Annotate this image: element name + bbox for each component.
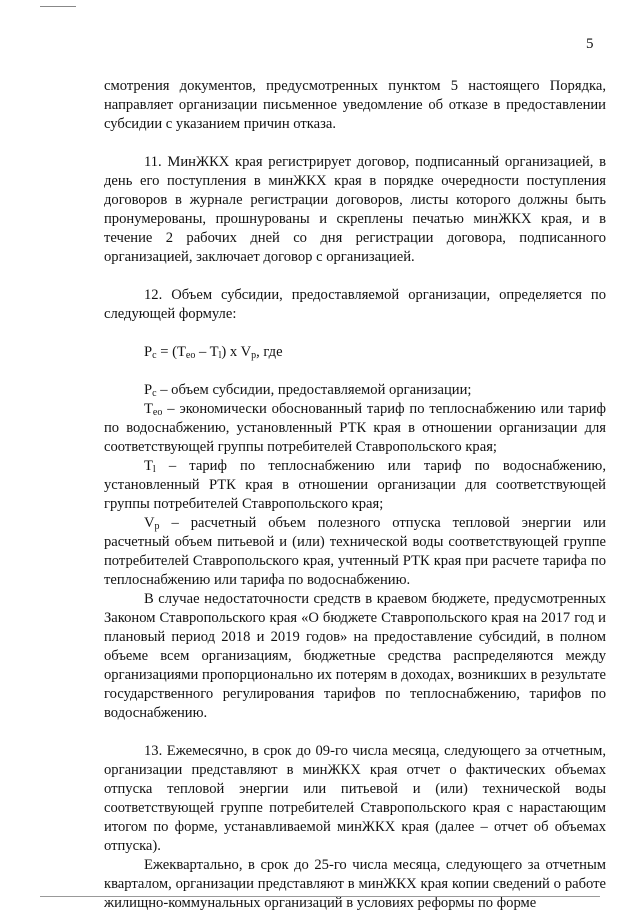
paragraph-continuation: смотрения документов, предусмотренных пунктом 5 настоящего Порядка, направляет организации письменное уведомление об отказе в предоставлении субсидии с указанием причин отказа. [104,78,606,132]
definition-pc: $P_c$ – объем субсидии, предоставляемой организации; [144,382,472,399]
paragraph-12: 12. Объем субсидии, предоставляемой организации, определяется по следующей формуле: [104,287,606,322]
formula: $P_c = (T_{eo} - T_l)$ x $V_p$, где [144,344,283,361]
definition-vp: $V_p$ – расчетный объем полезного отпуска тепловой энергии или расчетный объем питьевой и (или) технической воды соответствующей группе потребителей Ставропольского края, учтенный РТК края при расчете тарифа по теплоснабжению или тарифа по водоснабжению. [104,515,606,588]
bottom-edge-line [40,896,600,897]
page-number: 5 [586,36,594,52]
paragraph-13: 13. Ежемесячно, в срок до 09-го числа месяца, следующего за отчетным, организации представляют в минЖКХ края отчет о фактических объемах отпуска тепловой энергии или питьевой и (или) технической воды соответствующей группе потребителей Ставропольского края с нарастающим итогом по форме, устанавливаемой минЖКХ края (далее – отчет об объемах отпуска). [104,743,606,854]
paragraph-12-budget: В случае недостаточности средств в краевом бюджете, предусмотренных Законом Ставропольского края «О бюджете Ставропольского края на 2017 год и плановый период 2018 и 2019 годов» на предоставление субсидий, в полном объеме всем организациям, бюджетные средства распределяются между организациями пропорционально их потерям в доходах, возникших в результате государственного регулирования тарифов по теплоснабжению, тарифов по водоснабжению. [104,591,606,721]
paragraph-11: 11. МинЖКХ края регистрирует договор, подписанный организацией, в день его поступления в минЖКХ края в порядке очередности поступления договоров в журнале регистрации договоров, листы которого должны быть пронумерованы, прошнурованы и скреплены печатью минЖКХ края, и в течение 2 рабочих дней со дня регистрации договора, подписанного организацией, заключает договор с организацией. [104,154,606,265]
paragraph-13-quarterly: Ежеквартально, в срок до 25-го числа месяца, следующего за отчетным кварталом, организации представляют в минЖКХ края копии сведений о работе жилищно-коммунальных организаций в условиях реформы по форме [104,857,606,911]
body-text [104,77,606,913]
definition-teo: $T_{eo}$ – экономически обоснованный тариф по теплоснабжению или тариф по водоснабжению, установленный РТК края в отношении организации для соответствующей группы потребителей Ставропольского края; [104,401,606,455]
top-edge-line [40,6,76,7]
definition-tl: $T_l$ – тариф по теплоснабжению или тариф по водоснабжению, установленный РТК края в отношении организации для соответствующей группы потребителей Ставропольского края; [104,458,606,512]
